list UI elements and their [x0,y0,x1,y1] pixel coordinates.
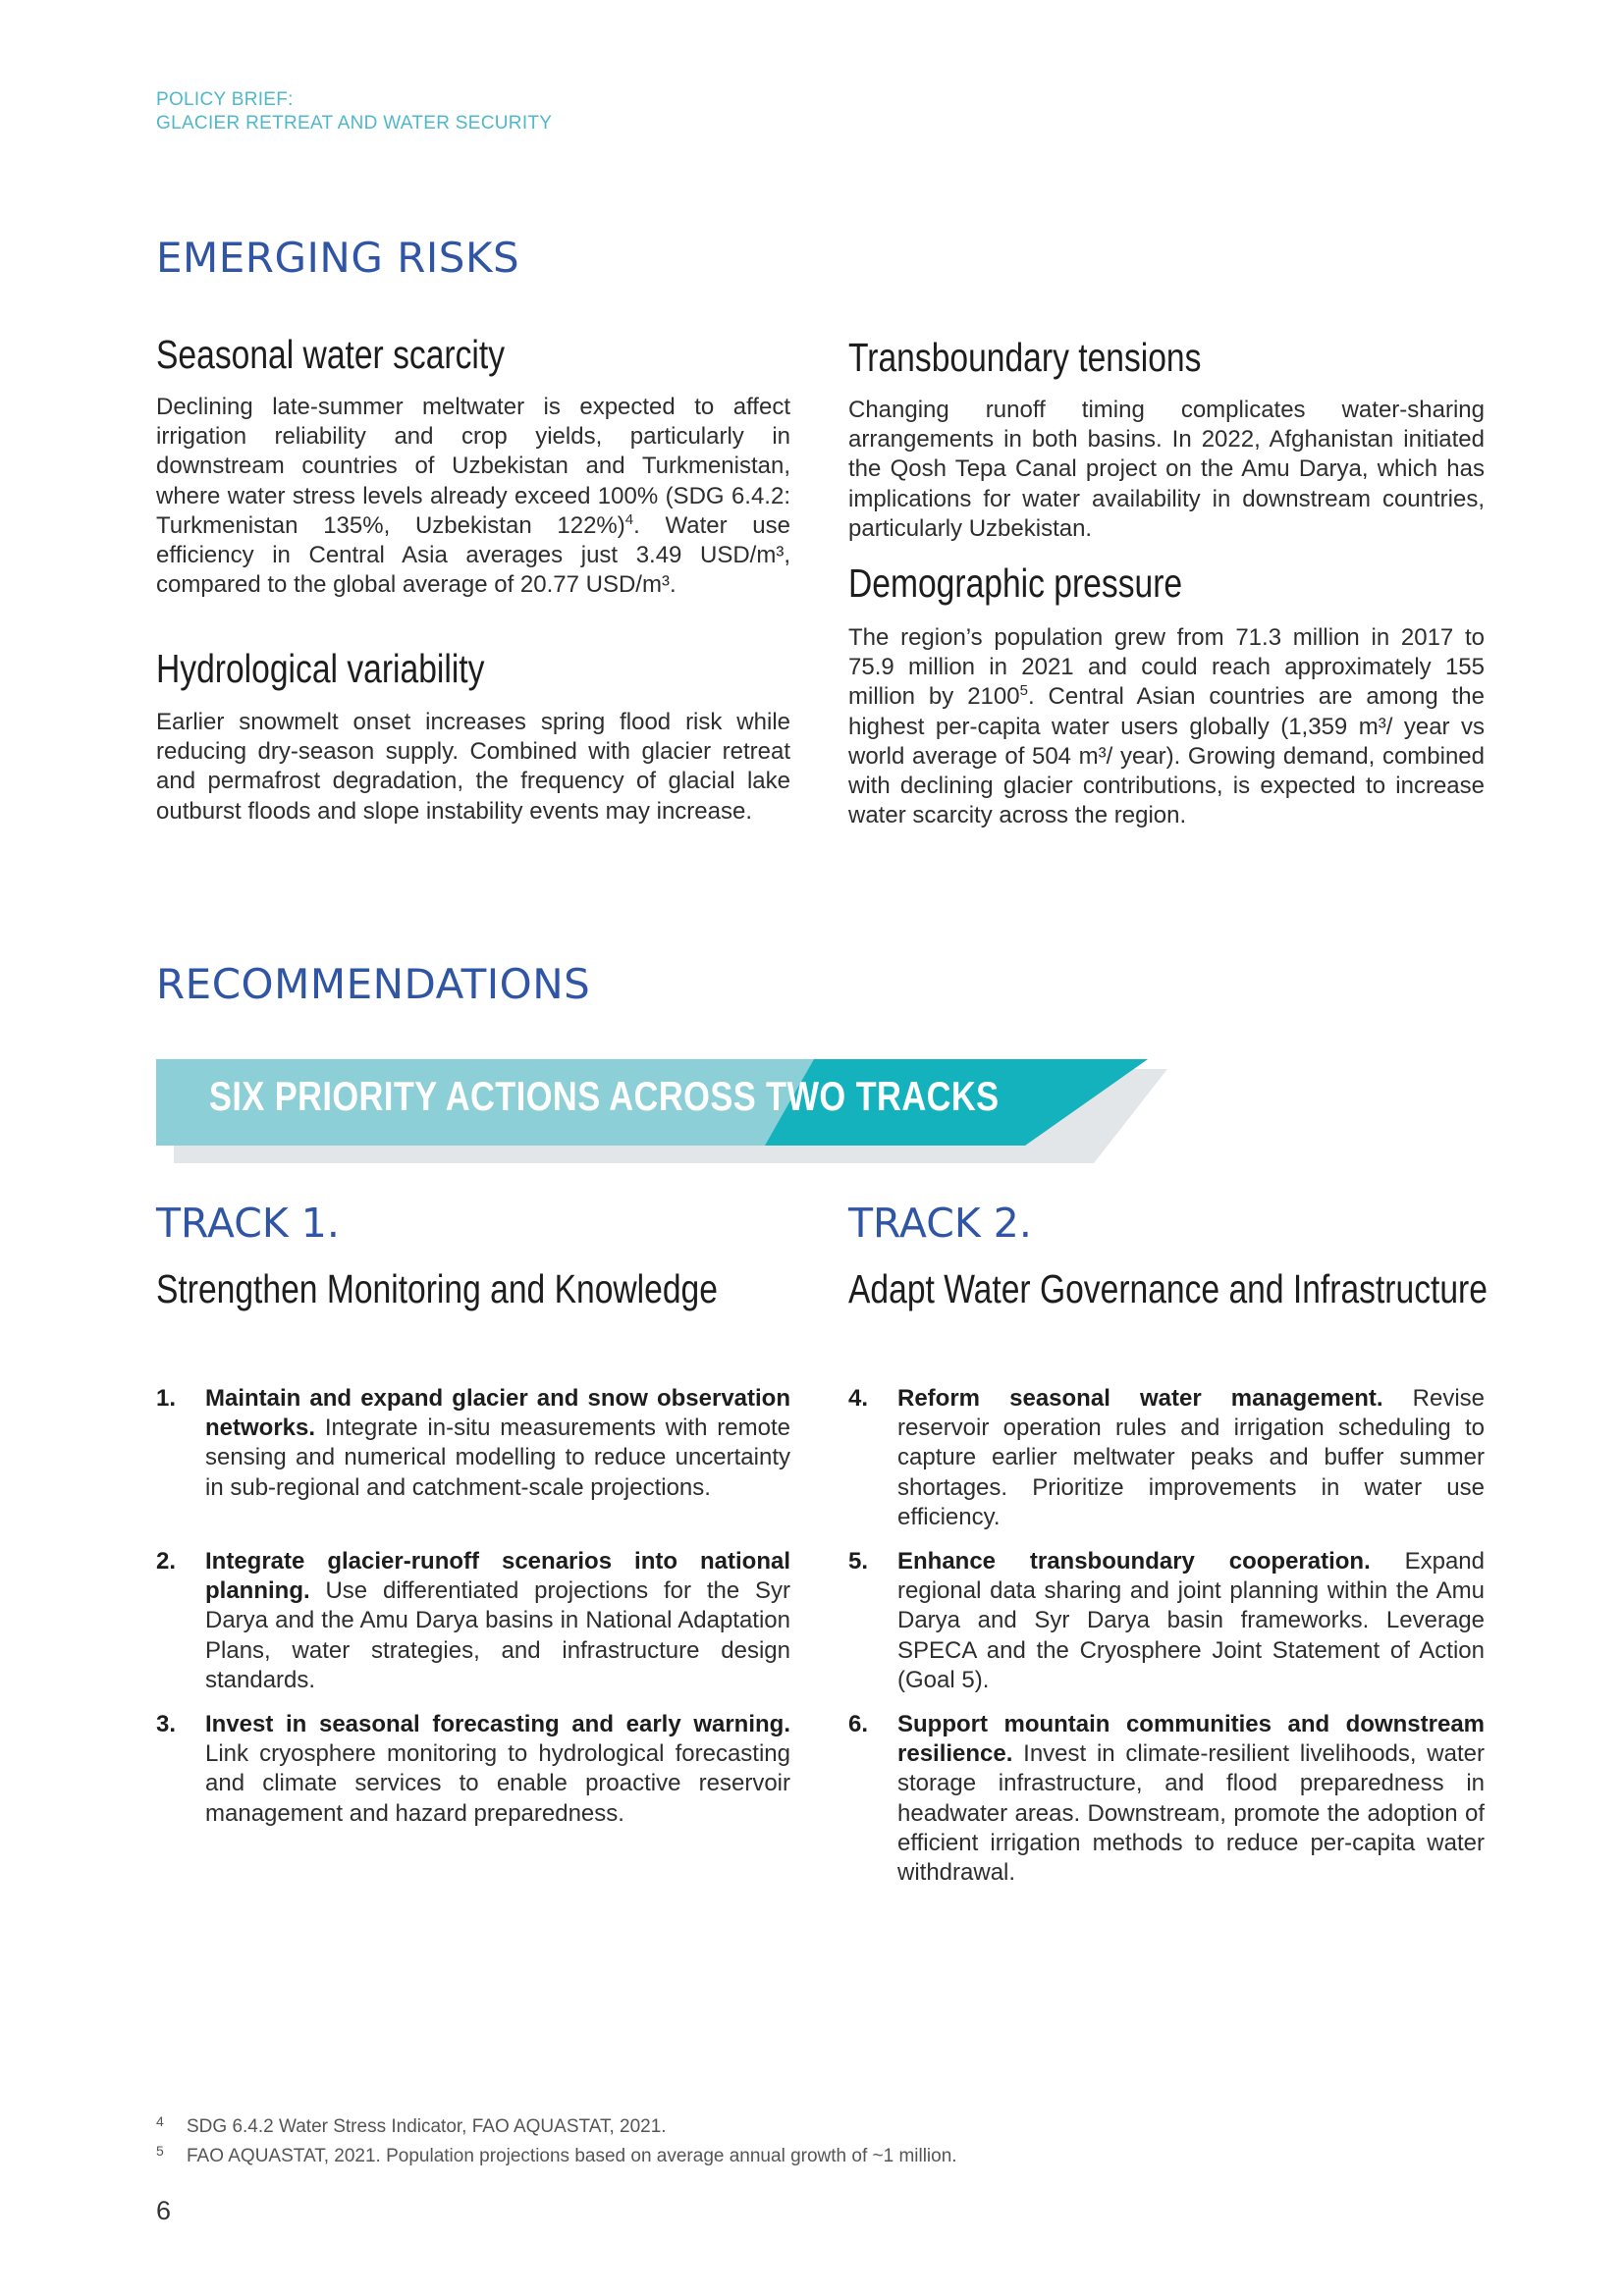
list-body: Use differentiated projections for the Syr Darya and the Amu Darya basins in National Adaptation Plans, water strategies, and infrastructure design standards. [205,1577,790,1693]
list-body: Invest in climate-resilient livelihoods, water storage infrastructure, and flood preparedness in headwater areas. Downstream, promote the adoption of efficient irrigation methods to reduce per-capita water withdrawal. [897,1740,1485,1887]
list-body: Revise reservoir operation rules and irrigation scheduling to capture earlier meltwater peaks and buffer summer shortages. Prioritize improvements in water use efficiency. [897,1385,1485,1530]
list-body: Integrate in-situ measurements with remote sensing and numerical modelling to reduce uncertainty in sub-regional and catchment-scale projections. [205,1415,790,1501]
list-number: 5. [848,1548,869,1575]
footnote-ref-4[interactable]: 4 [624,510,634,528]
seasonal-text-a: Declining late-summer meltwater is expected to affect irrigation reliability and crop yields, particularly in downstream countries of Uzbekistan and Turkmenistan, where water stress levels already exceed 100% (SDG 6.4.2: Turkmenistan 135%, Uzbekistan 122%) [156,394,790,539]
list-item [848,1384,1485,1536]
seasonal-scarcity-heading: Seasonal water scarcity [156,332,506,377]
list-text [897,1710,1485,1888]
list-body: Link cryosphere monitoring to hydrological forecasting and climate services to enable proactive reservoir management and hazard preparedness. [205,1740,790,1827]
footnote-text: SDG 6.4.2 Water Stress Indicator, FAO AQUASTAT, 2021. [187,2116,667,2137]
list-text [205,1710,790,1829]
list-item [156,1547,790,1699]
list-bold: Support mountain communities and downstream resilience. [897,1711,1485,1768]
brief-label-line1: POLICY BRIEF: [156,89,294,110]
demographic-text-b: . Central Asian countries are among the highest per-capita water users globally (1,359 m³/ year vs world average of 504 m³/ year). Growing demand, combined with declining glacier contributions, is expected to increase water scarcity across the region. [848,683,1485,829]
list-text [205,1384,790,1503]
list-text [205,1547,790,1695]
track1-list [156,1384,790,1836]
list-item [156,1384,790,1536]
list-number: 1. [156,1385,177,1412]
list-number: 3. [156,1711,177,1737]
hydrological-variability-heading: Hydrological variability [156,646,485,691]
transboundary-tensions-text: Changing runoff timing complicates water-sharing arrangements in both basins. In 2022, Afghanistan initiated the Qosh Tepa Canal project on the Amu Darya, which has implications for water availability in downstream countries, particularly Uzbekistan. [848,397,1485,542]
footnote-4 [156,2115,1236,2141]
seasonal-text-b: . Water use efficiency in Central Asia averages just 3.49 USD/m³, compared to the global average of 20.77 USD/m³. [156,511,790,599]
list-number: 4. [848,1385,869,1412]
demographic-pressure-heading: Demographic pressure [848,561,1183,606]
brief-label [156,88,552,135]
list-bold: Maintain and expand glacier and snow observation networks. [205,1385,790,1442]
list-item [156,1710,790,1833]
footnote-number: 5 [156,2143,164,2159]
recommendations-title: RECOMMENDATIONS [156,960,591,1008]
demographic-text-a: The region’s population grew from 71.3 million in 2017 to 75.9 million in 2021 and could reach approximately 155 million by 2100 [848,624,1485,711]
list-item [848,1547,1485,1699]
list-bold: Integrate glacier-runoff scenarios into national planning. [205,1548,790,1605]
seasonal-scarcity-text [156,393,790,600]
footnote-number: 4 [156,2113,164,2129]
list-number: 2. [156,1548,177,1575]
list-text [897,1547,1485,1695]
demographic-pressure-text [848,623,1485,830]
list-body: Expand regional data sharing and joint planning within the Amu Darya and Syr Darya basin frameworks. Leverage SPECA and the Cryosphere Joint Statement of Action (Goal 5). [897,1548,1485,1693]
track2-label: TRACK 2. [848,1200,1032,1247]
brief-label-line2: GLACIER RETREAT AND WATER SECURITY [156,113,553,133]
footnote-text: FAO AQUASTAT, 2021. Population projections based on average annual growth of ~1 million. [187,2146,957,2166]
page-number: 6 [156,2196,172,2225]
hydrological-variability-text: Earlier snowmelt onset increases spring flood risk while reducing dry-season supply. Combined with glacier retreat and permafrost degradation, the frequency of glacial lake outburst floods and slope instability events may increase. [156,709,790,825]
emerging-risks-title: EMERGING RISKS [156,234,520,282]
track1-subtitle: Strengthen Monitoring and Knowledge [156,1266,718,1311]
footnote-5 [156,2145,1236,2170]
banner-title: SIX PRIORITY ACTIONS ACROSS TWO TRACKS [209,1073,1000,1119]
footnote-ref-5[interactable]: 5 [1019,682,1028,700]
track2-subtitle: Adapt Water Governance and Infrastructure [848,1266,1488,1311]
track1-label: TRACK 1. [156,1200,340,1247]
transboundary-tensions-heading: Transboundary tensions [848,335,1202,380]
track2-list [848,1384,1485,1934]
list-number: 6. [848,1711,869,1737]
list-bold: Invest in seasonal forecasting and early warning. [205,1711,790,1737]
list-item [848,1710,1485,1926]
list-bold: Enhance transboundary cooperation. [897,1548,1371,1575]
list-bold: Reform seasonal water management. [897,1385,1383,1412]
list-text [897,1384,1485,1532]
